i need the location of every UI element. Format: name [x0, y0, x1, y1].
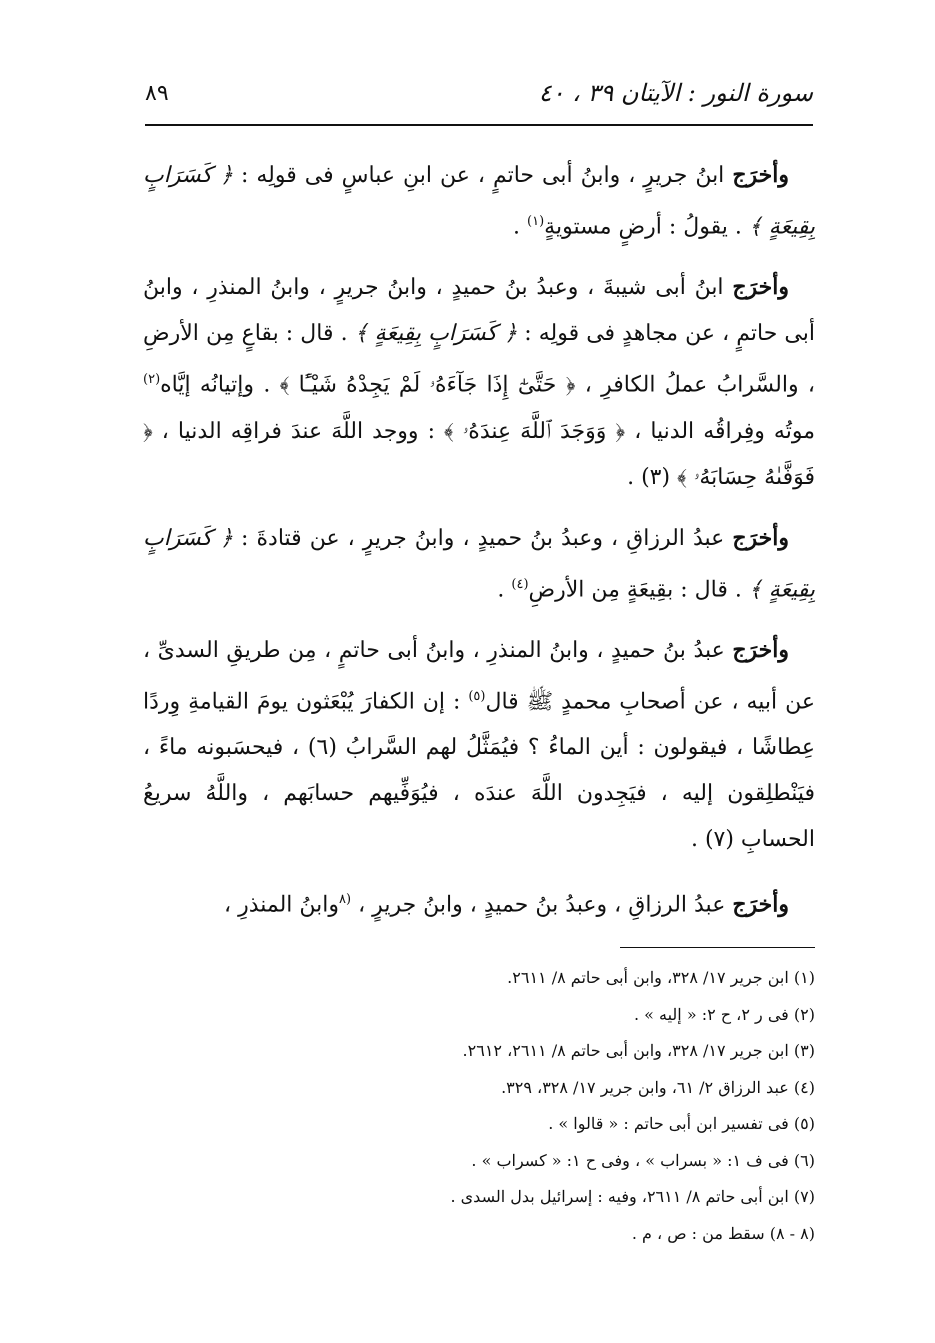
footnote-marker: (١) — [527, 214, 545, 229]
paragraph-tail: ، — [223, 892, 239, 918]
footnote-marker: (٢) — [143, 372, 161, 388]
paragraph-3 — [143, 515, 815, 613]
paragraph-text: عبدُ الرزاقِ ، وعبدُ بنُ حميدٍ ، وابنُ جريرٍ ، — [351, 892, 733, 918]
paragraph-after: . يقولُ : أرضٍ مستويةٍ — [544, 214, 749, 240]
header-rule — [145, 124, 813, 126]
footnote-6: (٦) فى ف ١: « بسراب » ، وفى ح ١: « كسراب » . — [471, 1150, 815, 1170]
paragraph-after: . قال : بقاعٍ مِن الأرضِ ، والسَّرابُ عملُ الكافرِ ، ﴿ حَتَّىٰٓ إِذَا جَآءَهُۥ لَمْ يَجِدْهُ شَيْـًٔا ﴾ . وإتيانُه إيَّاه — [143, 321, 815, 398]
footnote-rule — [620, 947, 815, 948]
footnote-5: (٥) فى تفسير ابن أبى حاتم : « قالوا » . — [548, 1114, 815, 1133]
paragraph-text: عبدُ الرزاقِ ، وعبدُ بنُ حميدٍ ، وابنُ جريرٍ ، عن قتادةَ : — [233, 525, 733, 551]
paragraph-5 — [143, 877, 815, 928]
footnote-marker: (٨ — [339, 892, 352, 908]
paragraph-tail: . — [497, 576, 512, 602]
quran-quote: ﴿ كَسَرَابٍ بِقِيعَةٍ ﴾ — [143, 163, 815, 240]
paragraph-after: . قال : بقِيعَةٍ مِن الأرضِ — [528, 576, 749, 602]
paragraph-lead: وأخرَج — [732, 524, 789, 551]
page-header — [145, 78, 813, 108]
paragraph-lead: وأخرَج — [732, 274, 789, 301]
footnote-marker: (٥) — [468, 688, 486, 704]
footnote-2: (٢) فى ر ٢، ح ٢: « إليه » . — [633, 1004, 815, 1024]
paragraph-text: عبدُ بنُ حميدٍ ، وابنُ المنذرِ ، وابنُ أبى حاتمٍ ، مِن طريقِ السدىِّ ، عن أبيه ، عن أصحابِ محمدٍ ﷺ قال — [143, 637, 815, 715]
footnotes — [143, 960, 815, 1252]
running-title: سورة النور : الآيتان ٣٩ ، ٤٠ — [538, 79, 813, 107]
footnote-1: (١) ابن جرير ١٧/ ٣٢٨، وابن أبى حاتم ٨/ ٢٦١١. — [507, 968, 815, 987]
paragraph-lead: وأخرَج — [732, 636, 789, 663]
footnote-7: (٧) ابن أبى حاتم ٨/ ٢٦١١، وفيه : إسرائيل بدل السدى . — [450, 1187, 815, 1206]
footnote-4: (٤) عبد الرزاق ٢/ ٦١، وابن جرير ١٧/ ٣٢٨، ٣٢٩. — [501, 1077, 815, 1097]
quran-quote: ﴿ كَسَرَابٍ بِقِيعَةٍ ﴾ — [143, 525, 815, 602]
paragraph-tail: . — [513, 214, 528, 240]
paragraph-after: وابنُ المنذرِ — [238, 892, 340, 918]
footnote-marker: (٤) — [511, 576, 529, 592]
page-number: ٨٩ — [145, 80, 169, 106]
paragraph-1 — [143, 152, 815, 250]
paragraph-text: ابنُ جريرٍ ، وابنُ أبى حاتمٍ ، عن ابنِ عباسٍ فى قولِه : — [232, 163, 733, 188]
paragraph-tail: موتُه وفِراقُه الدنيا ، ﴿ وَوَجَدَ ٱللَّهَ عِندَهُۥ ﴾ : ووجد اللَّهَ عندَ فراقِه الدنيا ، ﴿ فَوَفَّىٰهُ حِسَابَهُۥ ﴾ (٣) . — [143, 418, 815, 490]
paragraph-4 — [143, 627, 815, 863]
footnote-8: (٨ - ٨) سقط من : ص ، م . — [631, 1223, 815, 1243]
paragraph-2 — [143, 264, 815, 500]
paragraph-tail: : إن الكفارَ يُبْعَثون يومَ القيامةِ وِردًا عِطاشًا ، فيقولون : أين الماءُ ؟ فيُمَثَّلُ لهم السَّرابُ (٦) ، فيحسَبونه ماءً ، فيَنْطلِقون إليه ، فيَجِدون اللَّهَ عندَه ، فيُوَفِّيهم حسابَهم ، واللَّهُ سريعُ الحسابِ (٧) . — [143, 689, 815, 853]
paragraph-lead: وأخرَج — [732, 162, 789, 188]
paragraph-text: ابنُ أبى شيبةَ ، وعبدُ بنُ حميدٍ ، وابنُ جريرٍ ، وابنُ المنذرِ ، وابنُ أبى حاتمٍ ، عن مجاهدٍ فى قولِه : — [143, 275, 815, 347]
quran-quote: ﴿ كَسَرَابٍ بِقِيعَةٍ ﴾ — [354, 321, 518, 347]
footnote-3: (٣) ابن جرير ١٧/ ٣٢٨، وابن أبى حاتم ٨/ ٢٦١١، ٢٦١٢. — [462, 1041, 815, 1060]
body-text — [143, 152, 815, 943]
paragraph-lead: وأخرَج — [732, 891, 789, 918]
